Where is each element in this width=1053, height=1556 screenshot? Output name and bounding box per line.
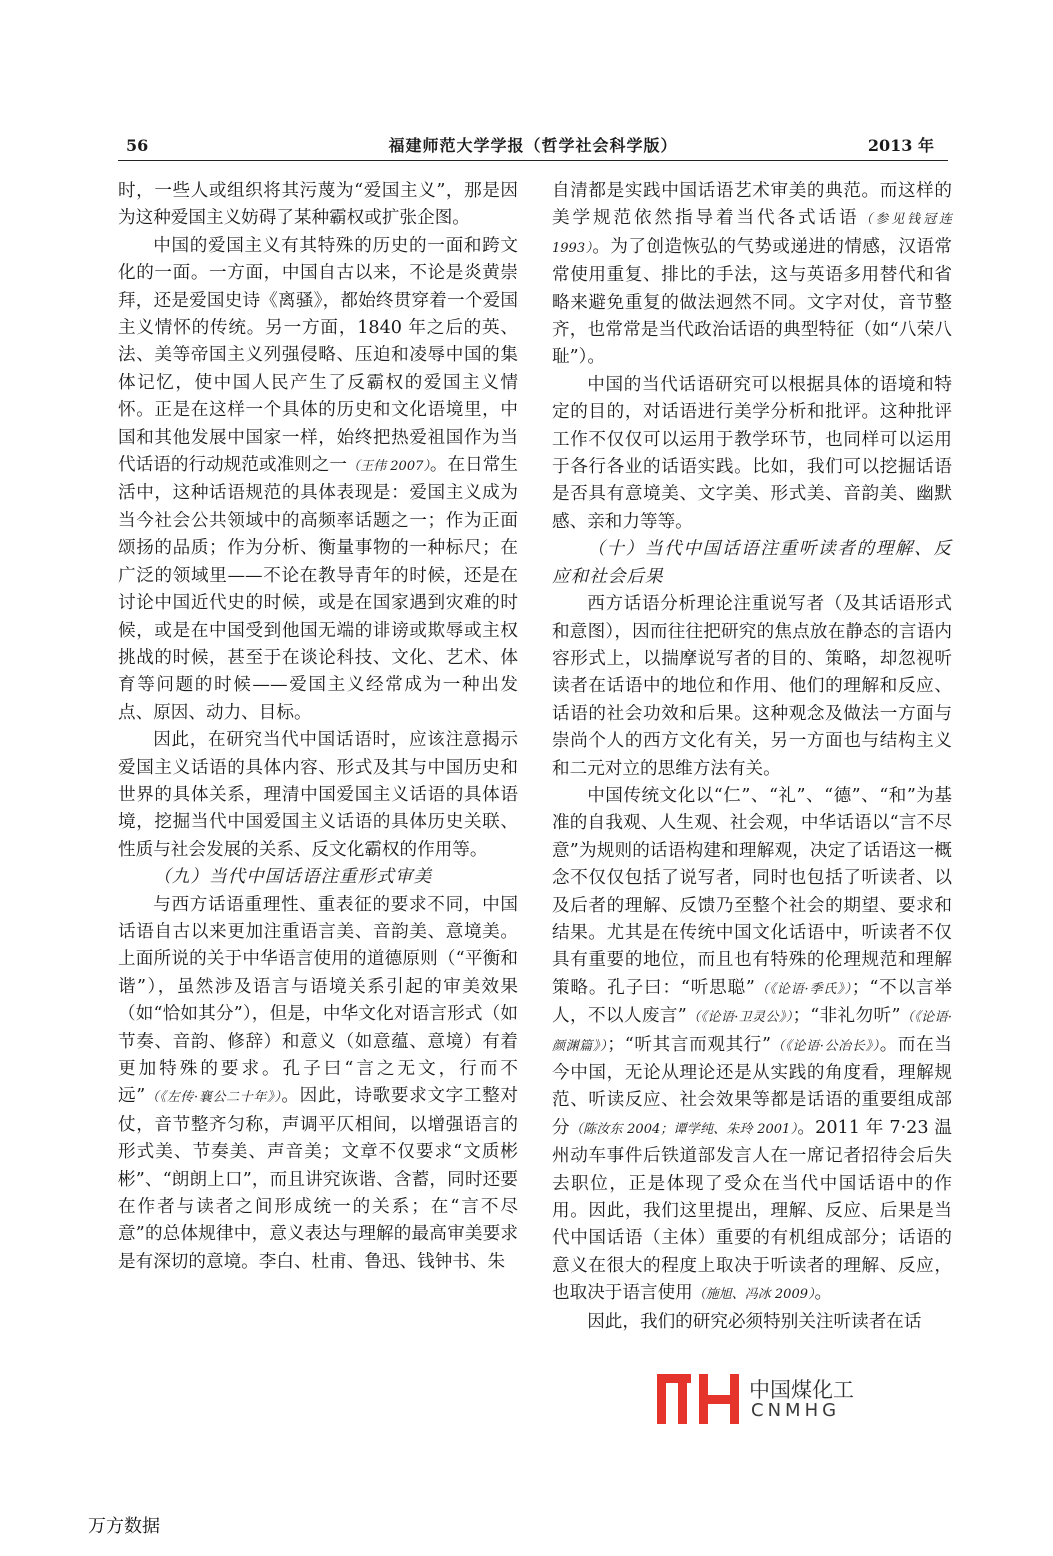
right-column bbox=[552, 178, 952, 1336]
paragraph-text: 中国的爱国主义有其特殊的历史的一面和跨文化的一面。一方面，中国自古以来，不论是炎黄崇拜，还是爱国史诗《离骚》，都始终贯穿着一个爱国主义情怀的传统。另一方面，1840 年之后的英、法、美等帝国主义列强侵略、压迫和凌辱中国的集体记忆，使中国人民产生了反霸权的爱国主义情怀。正是在这样一个具体的历史和文化语境里，中国和其他发展中国家一样，始终把热爱祖国作为当代话语的行动规范或准则之一 bbox=[118, 235, 518, 476]
paragraph: 时，一些人或组织将其污蔑为“爱国主义”，那是因为这种爱国主义妨碍了某种霸权或扩张企图。 bbox=[118, 181, 518, 229]
paragraph bbox=[552, 178, 952, 372]
mh-logo-icon bbox=[651, 1370, 749, 1426]
paragraph-text: ；“听其言而观其行” bbox=[607, 1034, 772, 1055]
citation: （《论语·季氏》） bbox=[754, 981, 852, 997]
paragraph bbox=[118, 233, 518, 727]
running-header bbox=[118, 132, 948, 161]
paragraph: 西方话语分析理论注重说写者（及其话语形式和意图），因而往往把研究的焦点放在静态的言语内容形式上，以揣摩说写者的目的、策略，却忽视听读者在话语中的地位和作用、他们的理解和反应、话语的社会功效和后果。这种观念及做法一方面与崇尚个人的西方文化有关，另一方面也与结构主义和二元对立的思维方法有关。 bbox=[552, 594, 952, 779]
watermark-logo bbox=[651, 1370, 861, 1426]
section-heading: （九）当代中国话语注重形式审美 bbox=[153, 867, 433, 888]
paragraph-text: 中国传统文化以“仁”、“礼”、“德”、“和”为基准的自我观、人生观、社会观，中华话语以“言不尽意”为规则的话语构建和理解观，决定了话语这一概念不仅仅包括了说写者，同时也包括了听读者、以及后者的理解、反馈乃至整个社会的期望、要求和结果。尤其是在传统中国文化话语中，听读者不仅具有重要的地位，而且也有特殊的伦理规范和理解策略。孔子曰：“听思聪” bbox=[552, 785, 952, 998]
paragraph-text: 。 bbox=[814, 1283, 833, 1304]
citation: （陈汝东 2004；谭学纯、朱玲 2001） bbox=[569, 1121, 798, 1137]
paragraph: 因此，我们的研究必须特别关注听读者在话 bbox=[587, 1311, 922, 1332]
paragraph-text: 与西方话语重理性、重表征的要求不同，中国话语自古以来更加注重语言美、音韵美、意境美。上面所说的关于中华语言使用的道德原则（“平衡和谐”），虽然涉及语言与语境关系引起的审美效果（如“恰如其分”），但是，中华文化对语言形式（如节奏、音韵、修辞）和意义（如意蕴、意境）有着更加特殊的要求。孔子曰“言之无文，行而不远” bbox=[118, 894, 518, 1107]
citation: （施旭、冯冰 2009） bbox=[692, 1287, 815, 1303]
citation: （《左传·襄公二十年》） bbox=[145, 1090, 282, 1106]
paragraph bbox=[552, 783, 952, 1309]
paragraph-text: ；“不以言举人，不以人废言” bbox=[552, 977, 953, 1027]
paragraph-text: ；“非礼勿听” bbox=[792, 1006, 901, 1027]
paragraph-text: 。因此，诗歌要求文字工整对仗，音节整齐匀称，声调平仄相间，以增强语言的形式美、节奏美、声音美；文章不仅要求“文质彬彬”、“朗朗上口”，而且讲究诙谐、含蓄，同时还要在作者与读者之间形成统一的关系；在“言不尽意”的总体规律中，意义表达与理解的最高审美要求是有深切的意境。李白、杜甫、鲁迅、钱钟书、朱 bbox=[118, 1086, 518, 1272]
header-year: 2013 年 bbox=[867, 136, 934, 155]
section-heading: （十）当代中国话语注重听读者的理解、反应和社会后果 bbox=[552, 539, 952, 587]
paragraph bbox=[118, 892, 518, 1277]
citation: （《论语·公冶长》） bbox=[771, 1038, 880, 1054]
watermark-en: CNMHG bbox=[751, 1400, 841, 1421]
source-label: 万方数据 bbox=[88, 1516, 160, 1537]
citation: （王伟 2007） bbox=[347, 459, 430, 475]
paragraph: 因此，在研究当代中国话语时，应该注意揭示爱国主义话语的具体内容、形式及其与中国历史和世界的具体关系，理清中国爱国主义话语的具体语境，挖掘当代中国爱国主义话语的具体历史关联、性质与社会发展的关系、反文化霸权的作用等。 bbox=[118, 730, 518, 860]
citation: （《论语·颜渊篇》） bbox=[552, 1010, 952, 1054]
watermark-title: 中国煤化工 bbox=[749, 1374, 854, 1404]
paragraph-text: 。2011 年 7·23 温州动车事件后铁道部发言人在一席记者招待会后失去职位，正是体现了受众在当代中国话语中的作用。因此，我们这里提出，理解、反应、后果是当代中国话语（主体）重要的有机组成部分；话语的意义在很大的程度上取决于听读者的理解、反应，也取决于语言使用 bbox=[552, 1117, 952, 1304]
paragraph-text: 自清都是实践中国话语艺术审美的典范。而这样的美学规范依然指导着当代各式话语 bbox=[552, 181, 952, 229]
citation: （参见钱冠连 1993） bbox=[552, 212, 952, 256]
mh-logo-strokes bbox=[657, 1374, 739, 1424]
paragraph-text: 。为了创造恢弘的气势或递进的情感，汉语常常使用重复、排比的手法，这与英语多用替代和省略来避免重复的做法迥然不同。文字对仗，音节整齐，也常常是当代政治话语的典型特征（如“八荣八耻”）。 bbox=[552, 236, 952, 368]
left-column bbox=[118, 178, 518, 1276]
paragraph: 中国的当代话语研究可以根据具体的语境和特定的目的，对话语进行美学分析和批评。这种批评工作不仅仅可以运用于教学环节，也同样可以运用于各行各业的话语实践。比如，我们可以挖掘话语是否具有意境美、文字美、形式美、音韵美、幽默感、亲和力等等。 bbox=[552, 374, 952, 532]
citation: （《论语·卫灵公》） bbox=[686, 1010, 793, 1026]
journal-title: 福建师范大学学报（哲学社会科学版） bbox=[388, 136, 678, 155]
page-number: 56 bbox=[126, 136, 149, 155]
paragraph-text: 。在日常生活中，这种话语规范的具体表现是：爱国主义成为当今社会公共领域中的高频率话题之一；作为正面颂扬的品质；作为分析、衡量事物的一种标尺；在广泛的领域里——不论在教导青年的时候，还是在讨论中国近代史的时候，或是在国家遇到灾难的时候，或是在中国受到他国无端的诽谤或欺辱或主权挑战的时候，甚至于在谈论科技、文化、艺术、体育等问题的时候——爱国主义经常成为一种出发点、原因、动力、目标。 bbox=[118, 455, 518, 723]
paragraph-text: 。而在当今中国，无论从理论还是从实践的角度看，理解规范、听读反应、社会效果等都是话语的重要组成部分 bbox=[552, 1034, 952, 1138]
